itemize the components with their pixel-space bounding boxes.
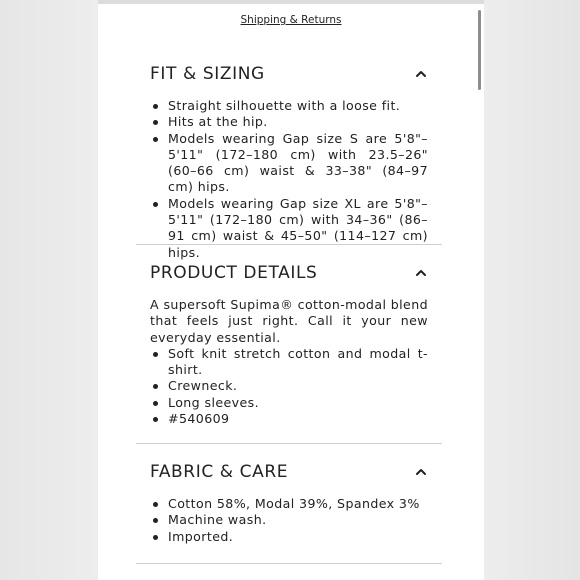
bullet-list — [150, 496, 428, 545]
section-body — [136, 496, 442, 545]
section-header-fit-sizing[interactable] — [136, 64, 442, 88]
chevron-up-icon[interactable] — [414, 67, 428, 81]
bullet-list — [150, 98, 428, 261]
section-body — [136, 98, 442, 261]
list-item: Straight silhouette with a loose fit. — [150, 98, 428, 114]
section-fit-sizing — [136, 64, 442, 261]
list-item: Cotton 58%, Modal 39%, Spandex 3% — [150, 496, 428, 512]
section-title: FABRIC & CARE — [150, 462, 289, 482]
bullet-list — [150, 346, 428, 427]
list-item: Models wearing Gap size XL are 5'8"–5'11" (172–180 cm) with 34–36" (86–91 cm) waist & 45–50" (114–127 cm) hips. — [150, 196, 428, 261]
product-description: A supersoft Supima® cotton-modal blend that feels just right. Call it your new everyday essential. — [150, 297, 428, 345]
list-item: Machine wash. — [150, 512, 428, 528]
section-header-product-details[interactable] — [136, 263, 442, 287]
list-item: Hits at the hip. — [150, 114, 428, 130]
product-info-panel — [98, 0, 484, 580]
list-item: Soft knit stretch cotton and modal t-shirt. — [150, 346, 428, 379]
section-body — [136, 297, 442, 427]
section-title: FIT & SIZING — [150, 64, 265, 84]
list-item: Long sleeves. — [150, 395, 428, 411]
section-divider — [136, 563, 442, 564]
section-product-details — [136, 263, 442, 427]
list-item: Models wearing Gap size S are 5'8"–5'11" (172–180 cm) with 23.5–26" (60–66 cm) waist & 33–38" (84–97 cm) hips. — [150, 131, 428, 196]
section-divider — [136, 244, 442, 245]
shipping-returns-link[interactable]: Shipping & Returns — [240, 14, 342, 26]
right-background — [484, 0, 580, 580]
list-item: #540609 — [150, 411, 428, 427]
section-title: PRODUCT DETAILS — [150, 263, 318, 283]
chevron-up-icon[interactable] — [414, 266, 428, 280]
list-item: Imported. — [150, 529, 428, 545]
section-header-fabric-care[interactable] — [136, 462, 442, 486]
left-background — [0, 0, 98, 580]
chevron-up-icon[interactable] — [414, 465, 428, 479]
top-border — [98, 0, 484, 4]
section-fabric-care — [136, 462, 442, 545]
list-item: Crewneck. — [150, 378, 428, 394]
section-divider — [136, 443, 442, 444]
